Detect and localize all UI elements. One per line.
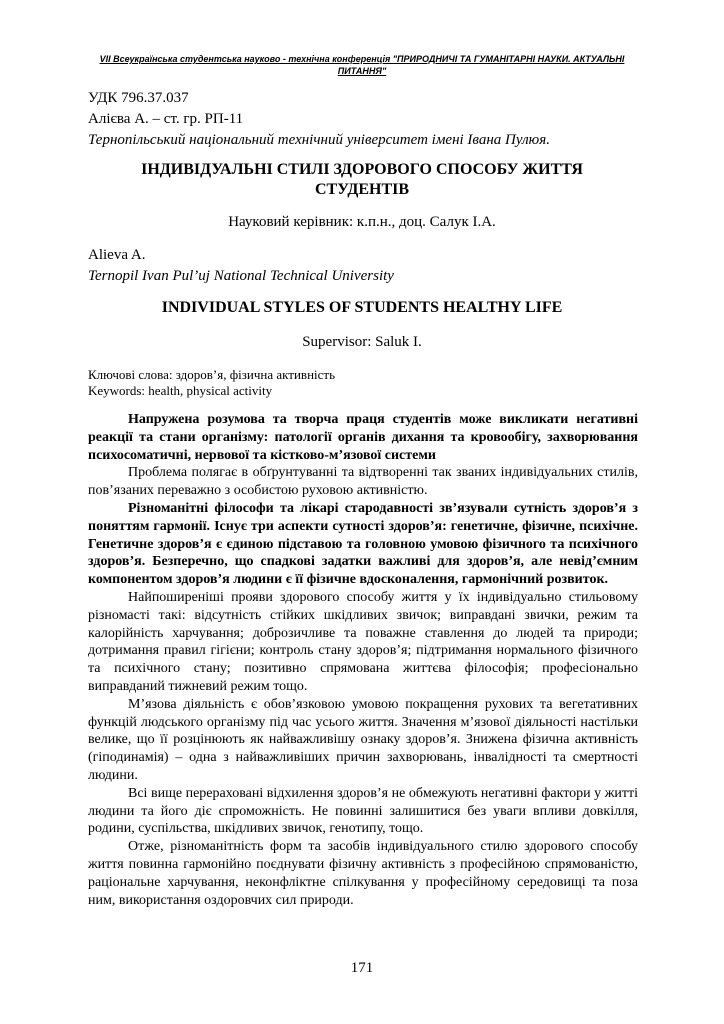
paragraph: Проблема полягає в обґрунтуванні та відтворенні так званих індивідуальних стилів, пов’язаних переважно з особистою руховою активністю. bbox=[88, 465, 638, 499]
paragraph: Всі вище перераховані відхилення здоров’я не обмежують негативні фактори у житті людини та його діє спроможність. Не повинні залишитися без уваги впливи довкілля, родини, суспільства, шкідливих звичок, генотипу, тощо. bbox=[88, 785, 638, 837]
author-en: Alieva A. bbox=[88, 247, 146, 263]
title-ua bbox=[88, 160, 636, 200]
title-ua-line1: ІНДИВІДУАЛЬНІ СТИЛІ ЗДОРОВОГО СПОСОБУ ЖИТТЯ bbox=[141, 161, 583, 178]
conference-header: VII Всеукраїнська студентська науково - технічна конференція "ПРИРОДНИЧІ ТА ГУМАНІТАРНІ НАУКИ. АКТУАЛЬНІ ПИТАННЯ" bbox=[99, 54, 625, 76]
affiliation-ua: Тернопільський національний технічний університет імені Івана Пулюя. bbox=[88, 132, 550, 148]
affiliation-en: Ternopil Ivan Pul’uj National Technical University bbox=[88, 268, 394, 284]
paragraph: Напружена розумова та творча праця студентів може викликати негативні реакції та стани організму: патології органів дихання та кровообігу, захворювання психосоматичні, нервової та кістково-м’язової системи bbox=[88, 412, 638, 463]
keywords-en: Keywords: health, physical activity bbox=[88, 383, 273, 398]
supervisor-ua: Науковий керівник: к.п.н., доц. Салук І.А. bbox=[228, 214, 496, 230]
title-en: INDIVIDUAL STYLES OF STUDENTS HEALTHY LIFE bbox=[161, 299, 563, 316]
paragraph: М’язова діяльність є обов’язковою умовою покращення рухових та вегетативних функцій людського організму під час усього життя. Значення м’язової діяльності настільки велике, що її розцінюють як найважливішу ознаку здоров’я. Знижена фізична активність (гіподинамія) – одна з найважливіших причин захворювань, інвалідності та смертності людини. bbox=[88, 696, 638, 783]
article-body bbox=[88, 411, 638, 909]
paragraph: Отже, різноманітність форм та засобів індивідуального стилю здорового способу життя повинна гармонійно поєднувати фізичну активність з професійною спрямованістю, раціональне харчування, неконфліктне спілкування у професійному середовищі та поза ним, використання оздоровчих сил природи. bbox=[88, 839, 638, 908]
keywords bbox=[88, 367, 636, 399]
supervisor-en: Supervisor: Saluk I. bbox=[302, 334, 422, 350]
en-meta bbox=[88, 245, 636, 287]
title-ua-line2: СТУДЕНТІВ bbox=[314, 181, 410, 198]
author-ua: Алієва А. – ст. гр. РП-11 bbox=[88, 111, 244, 127]
page-number: 171 bbox=[350, 960, 374, 976]
udk-code: УДК 796.37.037 bbox=[88, 90, 189, 106]
keywords-ua: Ключові слова: здоров’я, фізична активність bbox=[88, 367, 336, 382]
ua-meta bbox=[88, 88, 636, 151]
paragraph: Різноманітні філософи та лікарі стародавності зв’язували сутність здоров’я з поняттям гармонії. Існує три аспекти сутності здоров’я: генетичне, фізичне, психічне. Генетичне здоров’я є єдиною підставою та головною умовою фізичного та психічного здоров’я. Безперечно, що спадкові задатки важливі для здоров’я, але невід’ємним компонентом здоров’я людини є її фізичне вдосконалення, гармонічний розвиток. bbox=[88, 500, 638, 588]
paragraph: Найпоширеніші прояви здорового способу життя у їх індивідуально стильовому різномасті такі: відсутність стійких шкідливих звичок; виправдані звички, режим та калорійність харчування; доброзичливе та поважне ставлення до людей та природи; дотримання правил гігієни; контроль стану здоров’я; підтримання нормального фізичного та психічного стану; позитивно спрямована життєва філософія; професіонально виправданий тижневий режим тощо. bbox=[88, 589, 638, 694]
